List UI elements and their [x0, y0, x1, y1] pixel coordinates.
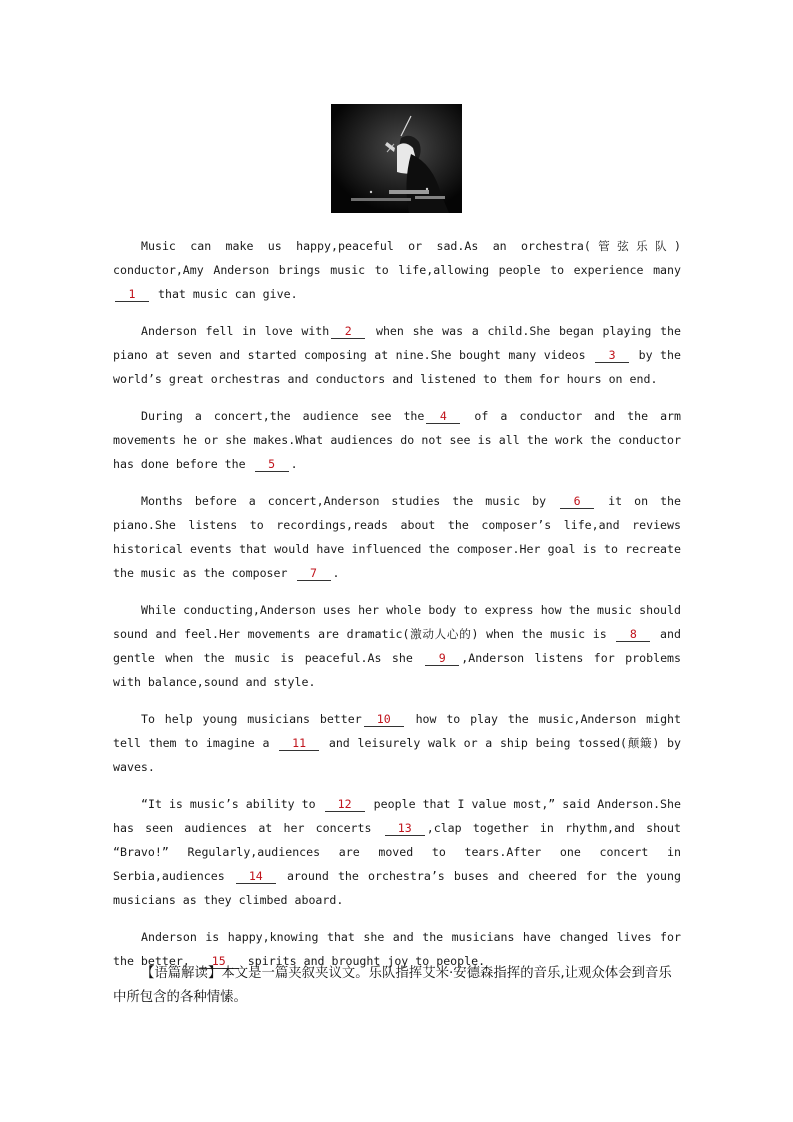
text: by the world’s great orchestras and conductors and listened to them for hours on end.	[113, 348, 681, 386]
text: Anderson fell in love with	[141, 324, 330, 338]
text: when she was a child.She began playing the piano at seven and started composing at nine.She bought many videos	[113, 324, 682, 362]
text: “It is music’s ability to	[141, 797, 316, 811]
blank-11: 11	[279, 737, 319, 751]
text: of a conductor and the arm movements he or she makes.What audiences do not see is all the work the conductor has done before the	[113, 409, 682, 471]
text: While conducting,Anderson uses her whole body to express how the music should sound and feel.Her movements are dramatic(激动人心的) when the music is	[113, 603, 681, 641]
text: people that I value most,” said Anderson.She has seen audiences at her concerts	[113, 797, 681, 835]
conductor-photo	[331, 104, 462, 213]
text: During a concert,the audience see the	[141, 409, 425, 423]
blank-15: 15	[199, 955, 239, 969]
text: Anderson is happy,knowing that she and the musicians have changed lives for the better,	[113, 930, 681, 968]
text: .	[332, 566, 340, 580]
text: how to play the music,Anderson might tell them to imagine a	[113, 712, 682, 750]
blank-3: 3	[595, 349, 629, 363]
commentary-text: 本文是一篇夹叙夹议文。乐队指挥艾米·安德森指挥的音乐,让观众体会到音乐中所包含的各种情愫。	[113, 966, 672, 1005]
text: around the orchestra’s buses and cheered for the young musicians as they climbed aboard.	[113, 869, 681, 907]
passage-commentary	[113, 962, 681, 1010]
text: spirits and brought joy to people.	[247, 954, 486, 968]
cloze-passage	[113, 234, 681, 986]
blank-2: 2	[331, 325, 365, 339]
text: ,Anderson listens for problems with balance,sound and style.	[113, 651, 682, 689]
paragraph-4	[113, 489, 681, 585]
blank-10: 10	[364, 713, 404, 727]
text: To help young musicians better	[141, 712, 362, 726]
text: ,clap together in rhythm,and shout “Bravo!” Regularly,audiences are moved to tears.After one concert in Serbia,audiences	[113, 821, 681, 883]
text: Months before a concert,Anderson studies the music by	[141, 494, 547, 508]
blank-8: 8	[616, 628, 650, 642]
paragraph-1	[113, 234, 681, 306]
blank-6: 6	[560, 495, 594, 509]
blank-7: 7	[297, 567, 331, 581]
text: .	[290, 457, 298, 471]
blank-1: 1	[115, 288, 149, 302]
blank-12: 12	[325, 798, 365, 812]
paragraph-6	[113, 707, 681, 779]
text: and leisurely walk or a ship being tossed(颠簸) by waves.	[113, 736, 681, 774]
text: it on the piano.She listens to recordings,reads about the composer’s life,and reviews historical events that would have influenced the composer.Her goal is to recreate the music as the composer	[113, 494, 682, 580]
paragraph-2	[113, 319, 681, 391]
paragraph-3	[113, 404, 681, 476]
blank-13: 13	[385, 822, 425, 836]
commentary-tag: 【语篇解读】	[141, 966, 222, 981]
blank-4: 4	[426, 410, 460, 424]
blank-5: 5	[255, 458, 289, 472]
blank-9: 9	[425, 652, 459, 666]
blank-14: 14	[236, 870, 276, 884]
text: Music can make us happy,peaceful or sad.As an orchestra(管弦乐队) conductor,Amy Anderson brings music to life,allowing people to experience many	[113, 239, 681, 277]
text: that music can give.	[157, 287, 298, 301]
conductor-silhouette-image	[331, 104, 462, 213]
paragraph-7	[113, 792, 681, 912]
paragraph-5	[113, 598, 681, 694]
text: and gentle when the music is peaceful.As she	[113, 627, 681, 665]
